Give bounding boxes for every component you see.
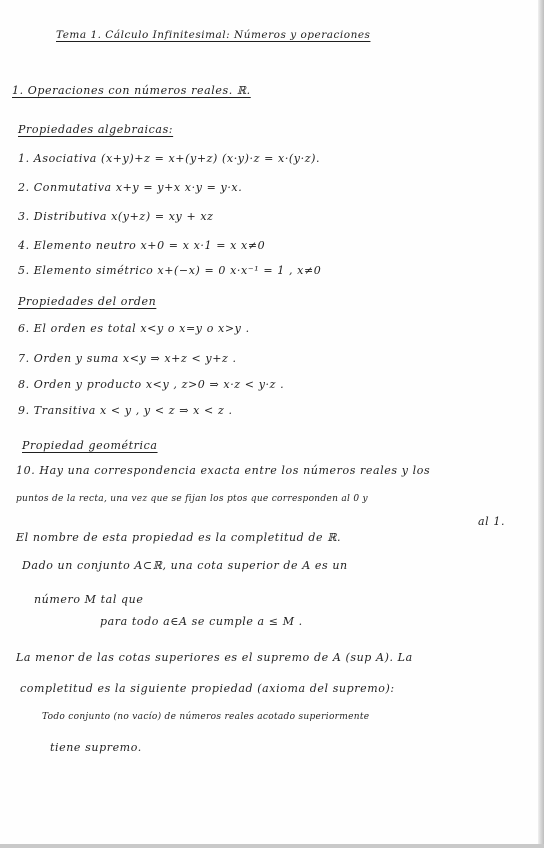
text-line: número M tal que	[34, 593, 144, 606]
page-edge-bottom	[0, 844, 544, 848]
text-line: completitud es la siguiente propiedad (axioma del supremo):	[20, 682, 395, 695]
text-line: El nombre de esta propiedad es la completitud de ℝ.	[16, 531, 342, 544]
property-item: 2. Conmutativa x+y = y+x x·y = y·x.	[18, 181, 243, 194]
property-item: 1. Asociativa (x+y)+z = x+(y+z) (x·y)·z = x·(y·z).	[18, 152, 321, 165]
text-line: Dado un conjunto A⊂ℝ, una cota superior de A es un	[22, 559, 348, 572]
property-item: 7. Orden y suma x<y ⇒ x+z < y+z .	[18, 352, 237, 365]
subsection-heading-algebraic: Propiedades algebraicas:	[18, 123, 174, 136]
subsection-heading-geometric: Propiedad geométrica	[22, 439, 158, 452]
property-item: 6. El orden es total x<y o x=y o x>y .	[18, 322, 250, 335]
page-edge-right	[538, 0, 544, 848]
text-line: 10. Hay una correspondencia exacta entre los números reales y los	[16, 464, 431, 477]
subsection-heading-order: Propiedades del orden	[18, 295, 157, 308]
property-item: 3. Distributiva x(y+z) = xy + xz	[18, 210, 214, 223]
text-line: al 1.	[478, 515, 506, 528]
property-item: 8. Orden y producto x<y , z>0 ⇒ x·z < y·z .	[18, 378, 285, 391]
property-item: 4. Elemento neutro x+0 = x x·1 = x x≠0	[18, 239, 266, 252]
text-line: tiene supremo.	[50, 741, 142, 754]
section-heading: 1. Operaciones con números reales. ℝ.	[12, 84, 251, 97]
text-line: Todo conjunto (no vacío) de números reales acotado superiormente	[42, 712, 370, 722]
text-line: La menor de las cotas superiores es el supremo de A (sup A). La	[16, 651, 413, 664]
page-title: Tema 1. Cálculo Infinitesimal: Números y operaciones	[56, 29, 371, 41]
text-line: para todo a∈A se cumple a ≤ M .	[100, 615, 303, 628]
text-line: puntos de la recta, una vez que se fijan los ptos que corresponden al 0 y	[16, 494, 368, 504]
property-item: 9. Transitiva x < y , y < z ⇒ x < z .	[18, 404, 233, 417]
property-item: 5. Elemento simétrico x+(−x) = 0 x·x⁻¹ = 1 , x≠0	[18, 264, 322, 277]
